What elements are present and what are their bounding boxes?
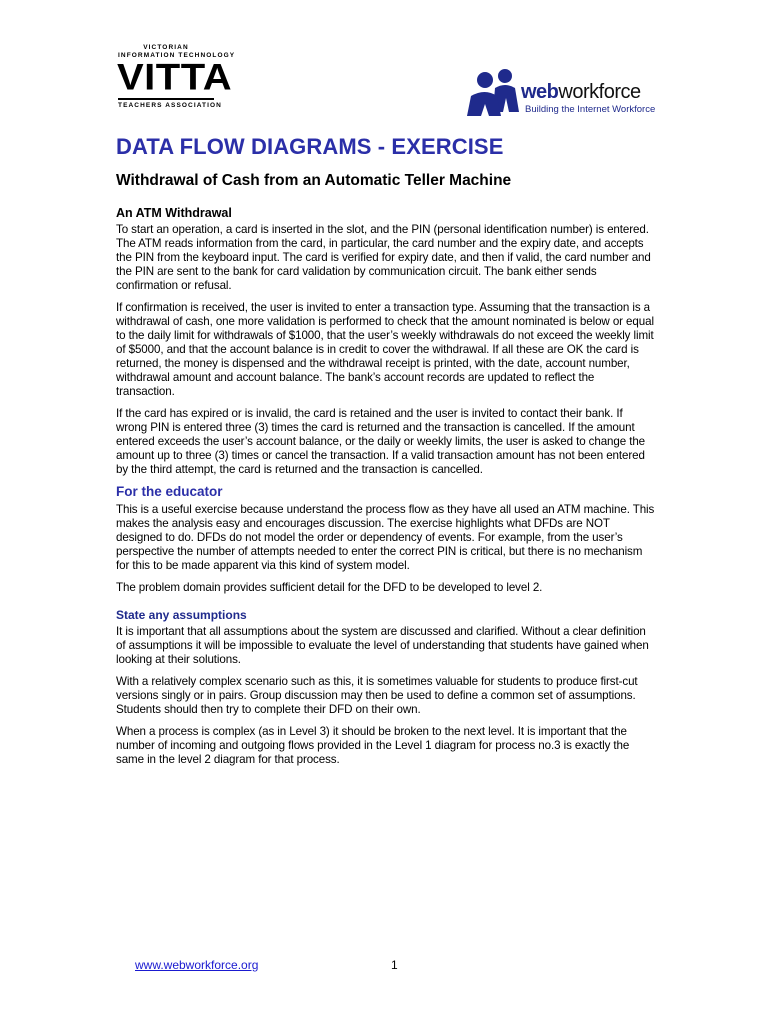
section-heading-atm-withdrawal: An ATM Withdrawal (116, 206, 232, 220)
wordmark-web: web (521, 81, 559, 103)
vitta-logo-line2: INFORMATION TECHNOLOGY (118, 52, 236, 59)
vitta-logo (117, 44, 236, 110)
webworkforce-logo (465, 66, 655, 118)
paragraph: If the card has expired or is invalid, the card is retained and the user is invited to contact their bank. If wrong PIN is entered three (3) times the card is returned and the transaction is cancelled. If the amount entered exceeds the user’s account balance, or the daily or weekly limits, the user is asked to change the amount up to three (3) times or cancel the transaction. If a valid transaction amount has not been entered by the third attempt, the card is returned and the transaction is cancelled. (116, 407, 646, 476)
paragraph: The problem domain provides sufficient detail for the DFD to be developed to level 2. (116, 581, 543, 594)
document-body (116, 133, 656, 767)
section-heading-for-the-educator: For the educator (116, 484, 223, 499)
vitta-logo-rule (118, 98, 214, 100)
webworkforce-tagline: Building the Internet Workforce (525, 104, 656, 115)
people-icon (465, 66, 523, 118)
section-heading-state-assumptions: State any assumptions (116, 608, 247, 622)
footer-website-link[interactable]: www.webworkforce.org (135, 958, 259, 972)
vitta-logo-line3: TEACHERS ASSOCIATION (118, 102, 222, 109)
paragraph: This is a useful exercise because understand the process flow as they have all used an ATM machine. This makes the analysis easy and encourages discussion. The exercise highlights what DFDs are NOT designed to do. DFDs do not model the order or dependency of events. For example, from the user’s perspective the number of attempts needed to enter the correct PIN is critical, but there is no mechanism for this to be made apparent via this kind of system model. (116, 503, 655, 572)
page-subtitle: Withdrawal of Cash from an Automatic Teller Machine (116, 172, 512, 189)
page-number: 1 (391, 958, 398, 972)
webworkforce-wordmark (521, 81, 641, 104)
paragraph: It is important that all assumptions about the system are discussed and clarified. Without a clear definition of assumptions it will be impossible to evaluate the level of understanding that students have gained when looking at their solutions. (116, 625, 649, 666)
paragraph: When a process is complex (as in Level 3) it should be broken to the next level. It is important that the number of incoming and outgoing flows provided in the Level 1 diagram for process no.3 is exactly the same in the level 2 diagram for that process. (116, 725, 630, 766)
paragraph: With a relatively complex scenario such as this, it is sometimes valuable for students to produce first-cut versions singly or in pairs. Group discussion may then be used to define a common set of assumptions. Students should then try to complete their DFD on their own. (116, 675, 638, 716)
page-title: DATA FLOW DIAGRAMS - EXERCISE (116, 134, 504, 159)
vitta-logo-line1: VICTORIAN (143, 44, 189, 51)
paragraph: If confirmation is received, the user is invited to enter a transaction type. Assuming that the transaction is a withdrawal of cash, one more validation is performed to check that the amount nominated is below or equal to the daily limit for withdrawals of $1000, that the user’s weekly withdrawals do not exceed the weekly limit of $5000, and that the account balance is in credit to cover the withdrawal. If all these are OK the card is returned, the money is dispensed and the withdrawal receipt is printed, with the date, account number, withdrawal amount and account balance. The bank’s account records are updated to reflect the transaction. (116, 301, 654, 398)
paragraph: To start an operation, a card is inserted in the slot, and the PIN (personal identification number) is entered. The ATM reads information from the card, in particular, the card number and the expiry date, and accepts the PIN from the keyboard input. The card is verified for expiry date, and then if valid, the card number and the PIN are sent to the bank for card validation by communication circuit. The bank either sends confirmation or refusal. (116, 223, 651, 292)
vitta-logo-wordmark: VITTA (117, 57, 233, 98)
wordmark-workforce: workforce (558, 81, 641, 103)
